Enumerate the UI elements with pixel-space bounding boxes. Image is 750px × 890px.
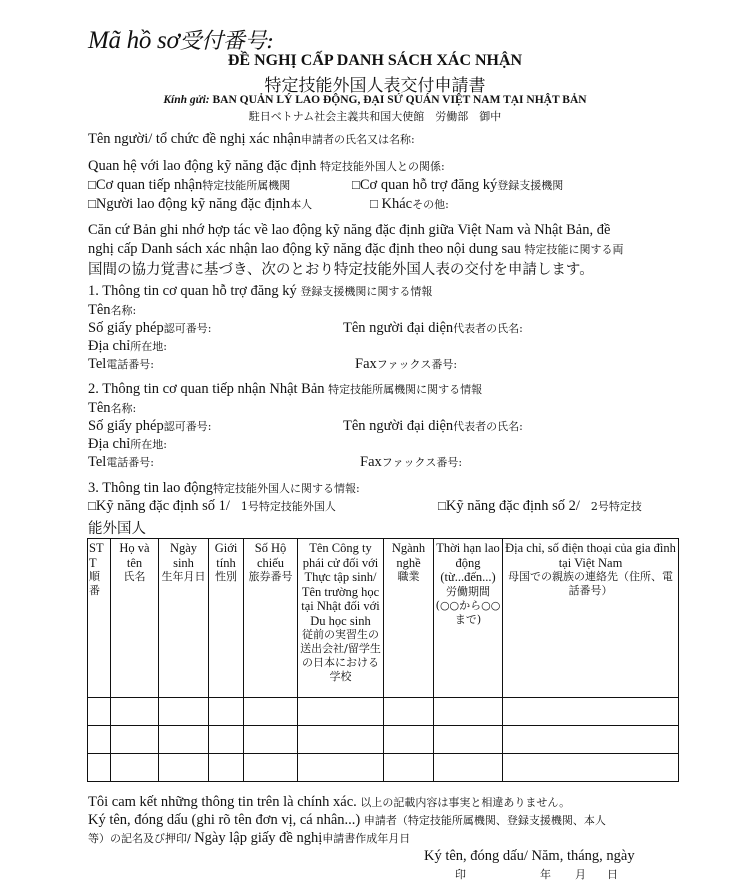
file-code-label xyxy=(88,24,273,55)
table-cell[interactable] xyxy=(209,754,244,782)
checkbox-icon[interactable]: □ xyxy=(438,498,446,513)
recipient-vi xyxy=(0,94,750,106)
column-header-gender xyxy=(209,539,244,698)
table-cell[interactable] xyxy=(159,698,209,726)
applicant-name-label-jp: 申請者の氏名又は名称: xyxy=(301,133,415,146)
option-label-vi: Kỹ năng đặc định số 1/ xyxy=(95,498,230,514)
column-header-occupation xyxy=(384,539,434,698)
table-cell[interactable] xyxy=(159,726,209,754)
section-2-representative-field[interactable] xyxy=(343,418,523,435)
document-title-vi: ĐỀ NGHỊ CẤP DANH SÁCH XÁC NHẬN xyxy=(227,52,523,69)
relation-option-other[interactable] xyxy=(370,196,449,213)
table-cell[interactable] xyxy=(209,698,244,726)
table-cell[interactable] xyxy=(384,726,434,754)
section-2-name-field[interactable] xyxy=(88,400,136,417)
table-header-row xyxy=(88,539,679,698)
column-header-jp: 母国での親族の連絡先（住所、電話番号） xyxy=(508,570,673,597)
checkbox-icon[interactable]: □ xyxy=(370,196,378,211)
signature-instruction-vi: Ký tên, đóng dấu (ghi rõ tên đơn vị, cá nhân...) xyxy=(88,812,364,828)
column-header-full-name xyxy=(111,539,159,698)
file-code-jp: 受付番号: xyxy=(179,29,274,54)
section-1-address-field[interactable] xyxy=(88,338,167,355)
field-label-jp: 代表者の氏名: xyxy=(453,322,523,335)
checkbox-icon[interactable]: □ xyxy=(88,196,96,211)
signature-instruction-jp: 申請者（特定技能所属機関、登録支援機関、本人 xyxy=(363,814,606,827)
field-label-jp: 電話番号: xyxy=(106,456,155,469)
section-2-title-jp: 特定技能所属機関に関する情報 xyxy=(328,383,483,396)
relation-label-vi: Quan hệ với lao động kỹ năng đặc định xyxy=(88,158,320,174)
relation-label-jp: 特定技能外国人との関係: xyxy=(319,160,445,173)
option-label-vi: Khác xyxy=(377,196,413,212)
column-header-jp: 従前の実習生の送出会社/留学生の日本における学校 xyxy=(300,628,381,683)
recipient-name-vi: BAN QUẢN LÝ LAO ĐỘNG, ĐẠI SỨ QUÁN VIỆT NAM TẠI NHẬT BẢN xyxy=(212,94,587,106)
application-date-vi: Ngày lập giấy đề nghị xyxy=(194,830,323,846)
checkbox-icon[interactable]: □ xyxy=(352,177,360,192)
column-header-jp: 職業 xyxy=(397,570,420,583)
table-cell[interactable] xyxy=(298,754,384,782)
section-1-representative-field[interactable] xyxy=(343,320,523,337)
commitment-jp: 以上の記載内容は事実と相違ありません。 xyxy=(360,796,571,809)
table-cell[interactable] xyxy=(244,698,298,726)
section-1-title-vi: 1. Thông tin cơ quan hỗ trợ đăng ký xyxy=(88,283,301,299)
section-3-title-vi: 3. Thông tin lao động xyxy=(88,480,213,496)
table-cell[interactable] xyxy=(298,726,384,754)
signature-instruction-jp-cont: 等）の記名及び押印/ xyxy=(88,832,195,845)
table-cell[interactable] xyxy=(244,754,298,782)
commitment-vi: Tôi cam kết những thông tin trên là chính xác. xyxy=(88,794,361,810)
option-label-vi: Cơ quan hỗ trợ đăng ký xyxy=(359,177,498,193)
column-header-vi: Địa chỉ, số điện thoại của gia đình tại Việt Nam xyxy=(505,541,676,570)
field-label-vi: Tel xyxy=(88,356,107,372)
recipient-prefix: Kính gửi: xyxy=(163,94,210,106)
year-mark[interactable]: 年 xyxy=(540,868,551,881)
option-label-vi: Cơ quan tiếp nhận xyxy=(95,177,203,193)
section-2-license-field[interactable] xyxy=(88,418,211,435)
table-cell[interactable] xyxy=(434,698,503,726)
option-label-jp: 特定技能所属機関 xyxy=(202,179,291,192)
application-date-field[interactable] xyxy=(88,830,410,847)
column-header-jp: 労働期間(○○から○○まで) xyxy=(435,584,501,626)
field-label-vi: Tên xyxy=(88,400,111,416)
table-cell[interactable] xyxy=(159,754,209,782)
table-cell[interactable] xyxy=(384,698,434,726)
basis-paragraph-line-2 xyxy=(88,241,624,258)
section-1-name-field[interactable] xyxy=(88,302,136,319)
option-label-jp: 登録支援機関 xyxy=(497,179,564,192)
table-cell[interactable] xyxy=(384,754,434,782)
section-2-address-field[interactable] xyxy=(88,436,167,453)
checkbox-icon[interactable]: □ xyxy=(88,177,96,192)
section-2-tel-field[interactable] xyxy=(88,454,154,471)
table-cell[interactable] xyxy=(111,754,159,782)
field-label-vi: Tên người đại diện xyxy=(343,418,454,434)
table-row xyxy=(88,726,679,754)
field-label-vi: Tên xyxy=(88,302,111,318)
section-2-fax-field[interactable] xyxy=(360,454,462,471)
field-label-jp: 認可番号: xyxy=(163,322,212,335)
column-header-passport xyxy=(244,539,298,698)
option-label-jp: 1号特定技能外国人 xyxy=(240,500,336,513)
field-label-jp: 所在地: xyxy=(130,438,167,451)
column-header-work-period xyxy=(434,539,503,698)
table-cell[interactable] xyxy=(503,754,679,782)
option-label-vi: Kỹ năng đặc định số 2/ xyxy=(445,498,580,514)
field-label-vi: Fax xyxy=(360,454,382,470)
relation-option-self[interactable] xyxy=(88,196,312,213)
column-header-vi: Họ và tên xyxy=(119,541,150,570)
signature-date-label: Ký tên, đóng dấu/ Năm, tháng, ngày xyxy=(424,848,635,864)
table-cell[interactable] xyxy=(88,726,111,754)
field-label-jp: 認可番号: xyxy=(163,420,212,433)
checkbox-icon[interactable]: □ xyxy=(88,498,96,513)
section-1-fax-field[interactable] xyxy=(355,356,457,373)
option-label-jp: 2号特定技 xyxy=(590,500,642,513)
column-header-vi: Ngành nghề xyxy=(391,541,426,570)
section-1-license-field[interactable] xyxy=(88,320,211,337)
field-label-jp: 代表者の氏名: xyxy=(453,420,523,433)
column-header-vi: Ngày sinh xyxy=(169,541,198,570)
table-cell[interactable] xyxy=(503,726,679,754)
option-label-jp: 本人 xyxy=(290,198,313,211)
column-header-vi: Giới tính xyxy=(214,541,238,570)
column-header-jp: 順番 xyxy=(89,570,100,597)
section-2-title-vi: 2. Thông tin cơ quan tiếp nhận Nhật Bản xyxy=(88,381,329,397)
section-3-title xyxy=(88,480,360,497)
applicant-name-field[interactable] xyxy=(88,131,415,148)
table-cell[interactable] xyxy=(111,698,159,726)
seal-mark[interactable]: 印 xyxy=(455,868,466,881)
column-header-stt xyxy=(88,539,111,698)
table-cell[interactable] xyxy=(434,726,503,754)
basis-line-2-jp: 特定技能に関する両 xyxy=(524,243,624,256)
table-cell[interactable] xyxy=(209,726,244,754)
option-label-jp: その他: xyxy=(412,198,449,211)
column-header-jp: 氏名 xyxy=(123,570,146,583)
field-label-vi: Số giấy phép xyxy=(88,418,164,434)
field-label-jp: 名称: xyxy=(110,402,137,415)
column-header-vi: Số Hộ chiếu xyxy=(254,541,287,570)
document-title-jp: 特定技能外国人表交付申請書 xyxy=(264,76,486,96)
table-cell[interactable] xyxy=(88,754,111,782)
day-mark[interactable]: 日 xyxy=(607,868,618,881)
option-label-vi: Người lao động kỹ năng đặc định xyxy=(95,196,291,212)
column-header-jp: 旅券番号 xyxy=(248,570,293,583)
table-row xyxy=(88,698,679,726)
application-date-jp: 申請書作成年月日 xyxy=(322,832,411,845)
field-label-vi: Địa chỉ xyxy=(88,436,131,452)
field-label-jp: 所在地: xyxy=(130,340,167,353)
column-header-vi: Thời hạn lao động (từ...đến...) xyxy=(436,541,500,584)
section-1-title xyxy=(88,283,432,300)
basis-paragraph-line-3: 国間の協力覚書に基づき、次のとおり特定技能外国人表の交付を申請します。 xyxy=(88,262,594,278)
basis-paragraph-line-1: Căn cứ Bản ghi nhớ hợp tác về lao động kỹ năng đặc định giữa Việt Nam và Nhật Bản, đề xyxy=(88,222,611,238)
recipient-jp: 駐日ベトナム社会主義共和国大使館 労働部 御中 xyxy=(248,110,502,123)
table-cell[interactable] xyxy=(298,698,384,726)
skill-level-2-option[interactable] xyxy=(438,498,642,515)
field-label-vi: Fax xyxy=(355,356,377,372)
section-2-title xyxy=(88,381,482,398)
column-header-birth-date xyxy=(159,539,209,698)
field-label-jp: ファックス番号: xyxy=(376,358,458,371)
commitment-statement xyxy=(88,794,570,811)
table-cell[interactable] xyxy=(111,726,159,754)
field-label-vi: Địa chỉ xyxy=(88,338,131,354)
section-3-title-jp: 特定技能外国人に関する情報: xyxy=(213,482,360,495)
relation-option-receiving[interactable] xyxy=(88,177,290,194)
relation-label xyxy=(88,158,445,175)
signature-instruction xyxy=(88,812,606,829)
column-header-vi: STT xyxy=(89,541,104,570)
month-mark[interactable]: 月 xyxy=(575,868,586,881)
table-cell[interactable] xyxy=(503,698,679,726)
skill-level-2-option-cont: 能外国人 xyxy=(88,521,146,537)
table-cell[interactable] xyxy=(88,698,111,726)
applicant-name-label-vi: Tên người/ tổ chức đề nghị xác nhận xyxy=(88,131,302,147)
basis-line-2-vi: nghị cấp Danh sách xác nhận lao động kỹ năng đặc định theo nội dung sau xyxy=(88,241,525,257)
column-header-family-contact xyxy=(503,539,679,698)
relation-option-support[interactable] xyxy=(352,177,563,194)
field-label-jp: 電話番号: xyxy=(106,358,155,371)
field-label-jp: 名称: xyxy=(110,304,137,317)
skill-level-1-option[interactable] xyxy=(88,498,336,515)
field-label-jp: ファックス番号: xyxy=(381,456,463,469)
field-label-vi: Số giấy phép xyxy=(88,320,164,336)
worker-table xyxy=(87,538,679,782)
section-1-tel-field[interactable] xyxy=(88,356,154,373)
column-header-jp: 生年月日 xyxy=(161,570,206,583)
column-header-vi: Tên Công ty phái cử đối với Thực tập sinh/ Tên trường học tại Nhật đối với Du học sinh xyxy=(301,541,380,628)
column-header-jp: 性別 xyxy=(215,570,237,583)
table-cell[interactable] xyxy=(244,726,298,754)
section-1-title-jp: 登録支援機関に関する情報 xyxy=(300,285,433,298)
column-header-previous-company xyxy=(298,539,384,698)
file-code-vi: Mã hồ sơ xyxy=(88,27,180,54)
table-cell[interactable] xyxy=(434,754,503,782)
table-row xyxy=(88,754,679,782)
field-label-vi: Tel xyxy=(88,454,107,470)
field-label-vi: Tên người đại diện xyxy=(343,320,454,336)
